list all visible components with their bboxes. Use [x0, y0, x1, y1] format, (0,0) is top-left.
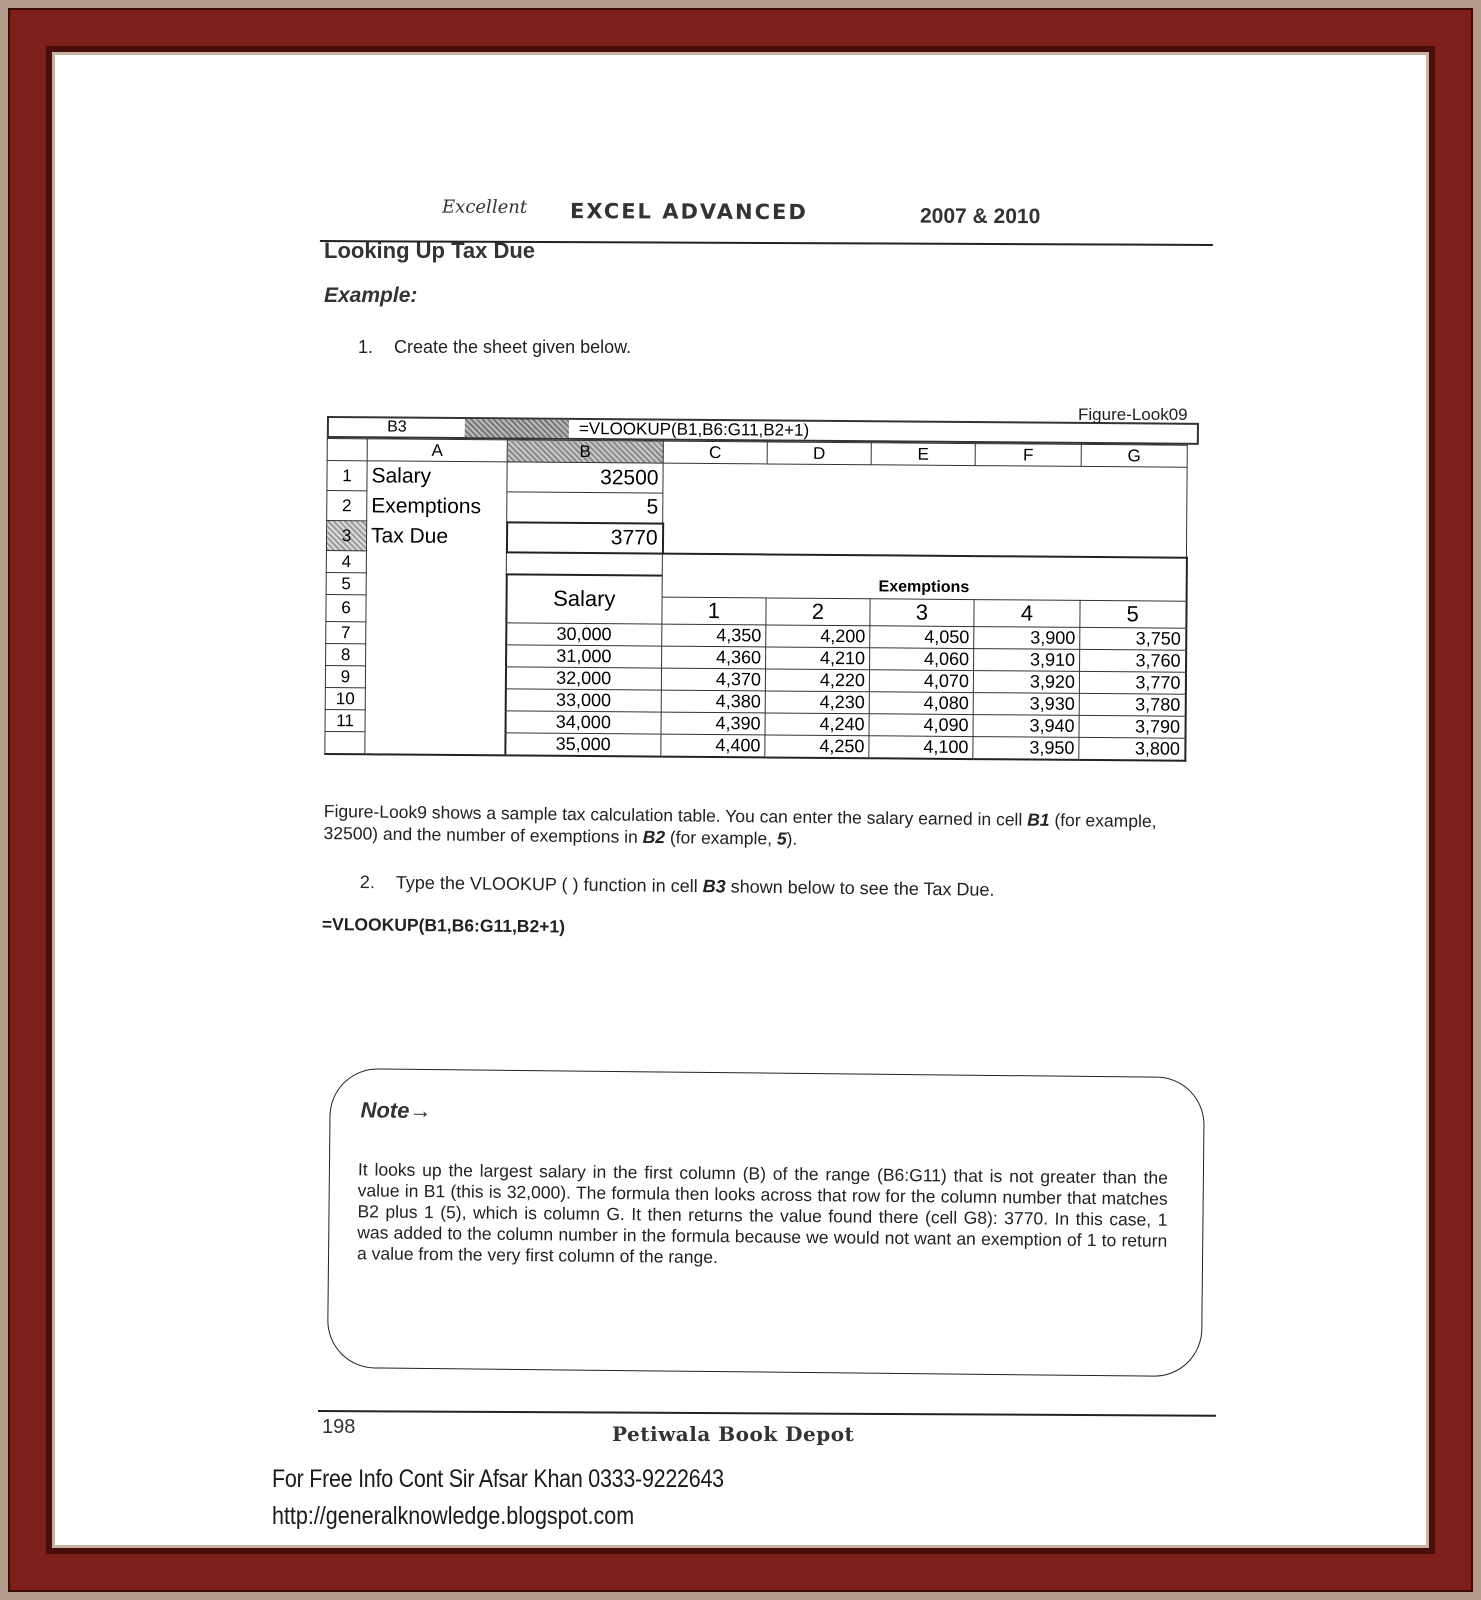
figure-label: Figure-Look09	[1078, 405, 1188, 424]
cell-b1: 32500	[507, 462, 663, 493]
cell-ref: B3	[702, 876, 726, 897]
cell-a2: Exemptions	[367, 491, 507, 522]
row-header: 2	[327, 491, 367, 521]
cell-a	[365, 666, 505, 689]
exemption-header-3: 3	[870, 599, 974, 627]
contact-line: For Free Info Cont Sir Afsar Khan 0333-9222643	[272, 1465, 724, 1493]
cell-a	[365, 688, 505, 711]
row-header: 3	[326, 521, 366, 551]
corner-cell	[327, 439, 367, 461]
tax-cell: 3,780	[1079, 693, 1185, 716]
formula-bar-buttons	[465, 419, 569, 438]
column-header-f: F	[975, 444, 1081, 467]
salary-cell: 30,000	[506, 623, 662, 646]
tax-cell: 4,050	[870, 626, 974, 649]
example-label: Example:	[324, 284, 418, 307]
page-number: 198	[322, 1416, 356, 1438]
publisher-name: Petiwala Book Depot	[612, 1422, 855, 1446]
empty-cells	[663, 463, 1187, 497]
header-years: 2007 & 2010	[919, 204, 1041, 229]
tax-cell: 4,200	[766, 625, 870, 648]
salary-cell: 32,000	[505, 667, 661, 690]
row-header: 10	[325, 687, 365, 709]
step-number: 1.	[358, 337, 374, 357]
exemption-header-2: 2	[766, 598, 870, 626]
empty-cells	[662, 523, 1186, 557]
tax-cell: 4,360	[662, 646, 766, 669]
cell-a4	[366, 551, 506, 574]
salary-cell: 33,000	[505, 689, 661, 712]
cell-b2: 5	[507, 492, 663, 523]
tax-cell: 4,100	[869, 736, 973, 759]
cell-a5	[366, 573, 506, 596]
tax-cell: 3,950	[973, 737, 1079, 760]
tax-cell: 3,800	[1079, 737, 1185, 760]
tax-cell: 3,770	[1079, 671, 1185, 694]
blog-url[interactable]: http://generalknowledge.blogspot.com	[272, 1502, 635, 1530]
cell-b3-active: 3770	[506, 522, 662, 553]
cell-a6	[366, 595, 506, 623]
worksheet-grid	[324, 438, 1188, 762]
column-header-a: A	[367, 439, 507, 462]
row-header: 8	[326, 643, 366, 665]
tax-cell: 3,790	[1079, 715, 1185, 738]
cell-a	[365, 710, 505, 733]
tax-cell: 4,220	[765, 669, 869, 692]
tax-cell: 3,930	[973, 693, 1079, 716]
note-body: It looks up the largest salary in the first column (B) of the range (B6:G11) that is not greater than the value in B1 (this is 32,000). The formula then looks across that row for the column number that matches B2 plus 1 (5), which is column G. It then returns the value found there (cell G8): 3770. In this case, 1 was added to the column number in the formula because we would not want an exemption of 1 to return a value from the very first column of the range.	[356, 1159, 1169, 1268]
exemption-header-4: 4	[974, 600, 1080, 628]
tax-cell: 4,210	[766, 647, 870, 670]
tax-cell: 4,060	[870, 648, 974, 671]
name-box: B3	[329, 418, 466, 437]
cell-a1: Salary	[367, 461, 507, 492]
tax-cell: 4,250	[765, 735, 869, 758]
cell-ref: B2	[642, 826, 666, 848]
column-header-b: B	[507, 440, 663, 463]
spreadsheet-figure	[324, 416, 1199, 797]
tax-cell: 4,400	[661, 734, 765, 757]
note-title: Note→	[360, 1097, 432, 1124]
row-header: 5	[326, 572, 366, 594]
salary-cell: 35,000	[505, 733, 661, 757]
row-header: 11	[325, 709, 365, 731]
paragraph-text: ).	[786, 828, 798, 849]
salary-cell: 31,000	[506, 645, 662, 668]
step-text: Create the sheet given below.	[394, 337, 632, 357]
tax-cell: 3,760	[1080, 649, 1186, 672]
column-header-d: D	[767, 442, 871, 465]
header-main-title: EXCEL ADVANCED	[569, 199, 808, 225]
note-box	[327, 1068, 1205, 1377]
paragraph-text: Figure-Look9 shows a sample tax calculation table. You can enter the salary earned in cell	[323, 800, 1028, 830]
header-script-word: Excellent	[442, 196, 528, 218]
cell-a	[365, 732, 505, 756]
empty-cells	[663, 493, 1187, 527]
row-header: 1	[327, 461, 367, 491]
formula-text: =VLOOKUP(B1,B6:G11,B2+1)	[578, 418, 810, 440]
tax-cell: 3,900	[974, 627, 1080, 650]
exemption-header-1: 1	[662, 597, 766, 625]
row-header: 9	[325, 665, 365, 687]
tax-cell: 4,380	[661, 690, 765, 713]
section-title: Looking Up Tax Due	[324, 238, 536, 263]
tax-cell: 4,240	[765, 713, 869, 736]
example-value: 5	[776, 828, 787, 849]
row-header: 6	[326, 594, 366, 621]
tax-cell: 3,910	[974, 649, 1080, 672]
cell-a	[366, 644, 506, 667]
cell-ref: B1	[1027, 809, 1050, 830]
tax-cell: 3,920	[973, 671, 1079, 694]
salary-header: Salary	[506, 574, 662, 624]
column-header-e: E	[871, 443, 975, 466]
step-number: 2.	[359, 872, 376, 893]
tax-cell: 4,370	[661, 668, 765, 691]
tax-cell: 4,070	[869, 670, 973, 693]
cell-b4	[506, 552, 662, 575]
tax-cell: 4,080	[869, 692, 973, 715]
row-header: 7	[326, 621, 366, 643]
salary-cell: 34,000	[505, 711, 661, 734]
tax-cell: 4,350	[662, 624, 766, 647]
exemptions-group-header: Exemptions	[662, 575, 1186, 601]
paragraph-text: (for example, 32500) and the number of exemptions in	[323, 809, 1157, 847]
step-text: shown below to see the Tax Due.	[725, 876, 995, 900]
formula-example: =VLOOKUP(B1,B6:G11,B2+1)	[321, 914, 566, 937]
step-1	[358, 337, 631, 358]
paragraph-text: (for example,	[664, 827, 778, 849]
tax-cell: 4,390	[661, 712, 765, 735]
column-header-g: G	[1081, 444, 1187, 467]
tax-cell: 3,750	[1080, 627, 1186, 650]
column-header-c: C	[663, 441, 767, 464]
cell-a	[366, 622, 506, 645]
cell-a3: Tax Due	[366, 521, 506, 552]
tax-cell: 4,230	[765, 691, 869, 714]
step-text: Type the VLOOKUP ( ) function in cell	[395, 872, 703, 897]
tax-cell: 4,090	[869, 714, 973, 737]
row-header: 4	[326, 550, 366, 572]
tax-cell: 3,940	[973, 715, 1079, 738]
exemption-header-5: 5	[1080, 600, 1186, 628]
row-header	[325, 731, 365, 754]
